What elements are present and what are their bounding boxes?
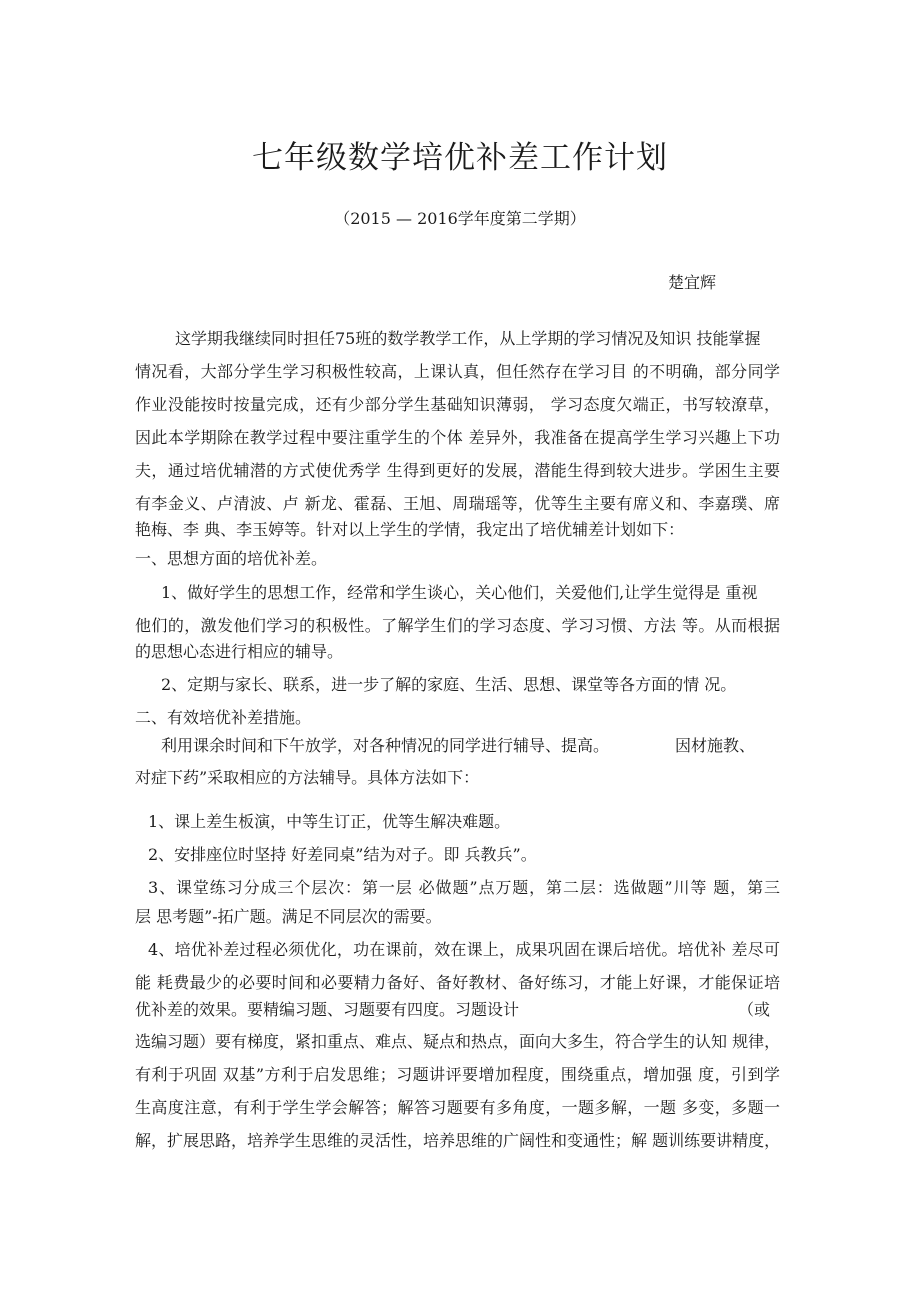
paragraph-line: 的思想心态进行相应的辅导。 [135, 642, 344, 661]
paragraph-line: 对症下药”采取相应的方法辅导。具体方法如下： [135, 768, 480, 787]
paragraph-line: 优补差的效果。要精编习题、习题要有四度。习题设计 [135, 1000, 520, 1019]
paragraph-line: 解，扩展思路，培养学生思维的灵活性，培养思维的广阔性和变通性；解 题训练要讲精度， [135, 1131, 781, 1150]
list-item: 3、课堂练习分成三个层次：第一层 必做题”点万题，第二层：选做题”川等 题，第三 [148, 878, 780, 897]
document-title: 七年级数学培优补差工作计划 [252, 140, 668, 176]
paragraph-line: 能 耗费最少的必要时间和必要精力备好、备好教材、备好练习，才能上好课，才能保证培 [135, 973, 780, 992]
paragraph-line: 生高度注意，有利于学生学会解答；解答习题要有多角度，一题多解，一题 多变，多题一 [135, 1098, 780, 1117]
list-item: 2、定期与家长、联系，进一步了解的家庭、生活、思想、课堂等各方面的情 况。 [161, 675, 737, 694]
paragraph-line: 情况看，大部分学生学习积极性较高，上课认真，但任然存在学习目 的不明确，部分同学 [135, 362, 780, 381]
paragraph-line: 层 思考题”-拓广题。满足不同层次的需要。 [135, 907, 442, 926]
paragraph-line: 艳梅、李 典、李玉婷等。针对以上学生的学情，我定出了培优辅差计划如下： [135, 520, 685, 539]
paragraph-line: 选编习题）要有梯度，紧扣重点、难点、疑点和热点，面向大多生，符合学生的认知 规律， [135, 1032, 781, 1051]
paragraph-line: 利用课余时间和下午放学，对各种情况的同学进行辅导、提高。 [161, 736, 610, 755]
paragraph-line: 因此本学期除在教学过程中要注重学生的个体 差异外，我准备在提高学生学习兴趣上下功 [135, 428, 780, 447]
list-item: 2、安排座位时坚持 好差同桌”结为对子。即 兵教兵”。 [148, 845, 537, 864]
paragraph-line: 他们的，激发他们学习的积极性。了解学生们的学习态度、学习习惯、方法 等。从而根据 [135, 616, 780, 635]
section-heading: 一、思想方面的培优补差。 [135, 549, 328, 568]
paragraph-line: （或 [738, 1000, 771, 1019]
paragraph-line: 因材施教、 [675, 736, 756, 755]
paragraph-line: 作业没能按时按量完成，还有少部分学生基础知识薄弱， 学习态度欠端正，书写较潦草， [135, 395, 780, 414]
author-name: 楚宜辉 [668, 273, 717, 292]
list-item: 1、课上差生板演，中等生订正，优等生解决难题。 [148, 812, 511, 831]
paragraph-line: 夫，通过培优辅潜的方式使优秀学 生得到更好的发展，潜能生得到较大进步。学困生主要 [135, 461, 780, 480]
document-subtitle: （2015 — 2016学年度第二学期） [334, 209, 586, 228]
paragraph-line: 有李金义、卢清波、卢 新龙、霍磊、王旭、周瑞瑶等，优等生主要有席义和、李嘉璞、席 [135, 494, 780, 513]
paragraph-line: 这学期我继续同时担任75班的数学教学工作，从上学期的学习情况及知识 技能掌握 [175, 329, 761, 348]
section-heading: 二、有效培优补差措施。 [135, 708, 312, 727]
paragraph-line: 有利于巩固 双基”方利于启发思维；习题讲评要增加程度，围绕重点，增加强 度，引到学 [135, 1065, 780, 1084]
list-item: 4、培优补差过程必须优化，功在课前，效在课上，成果巩固在课后培优。培优补 差尽可 [148, 940, 780, 959]
list-item: 1、做好学生的思想工作，经常和学生谈心，关心他们，关爱他们,让学生觉得是 重视 [161, 583, 758, 602]
